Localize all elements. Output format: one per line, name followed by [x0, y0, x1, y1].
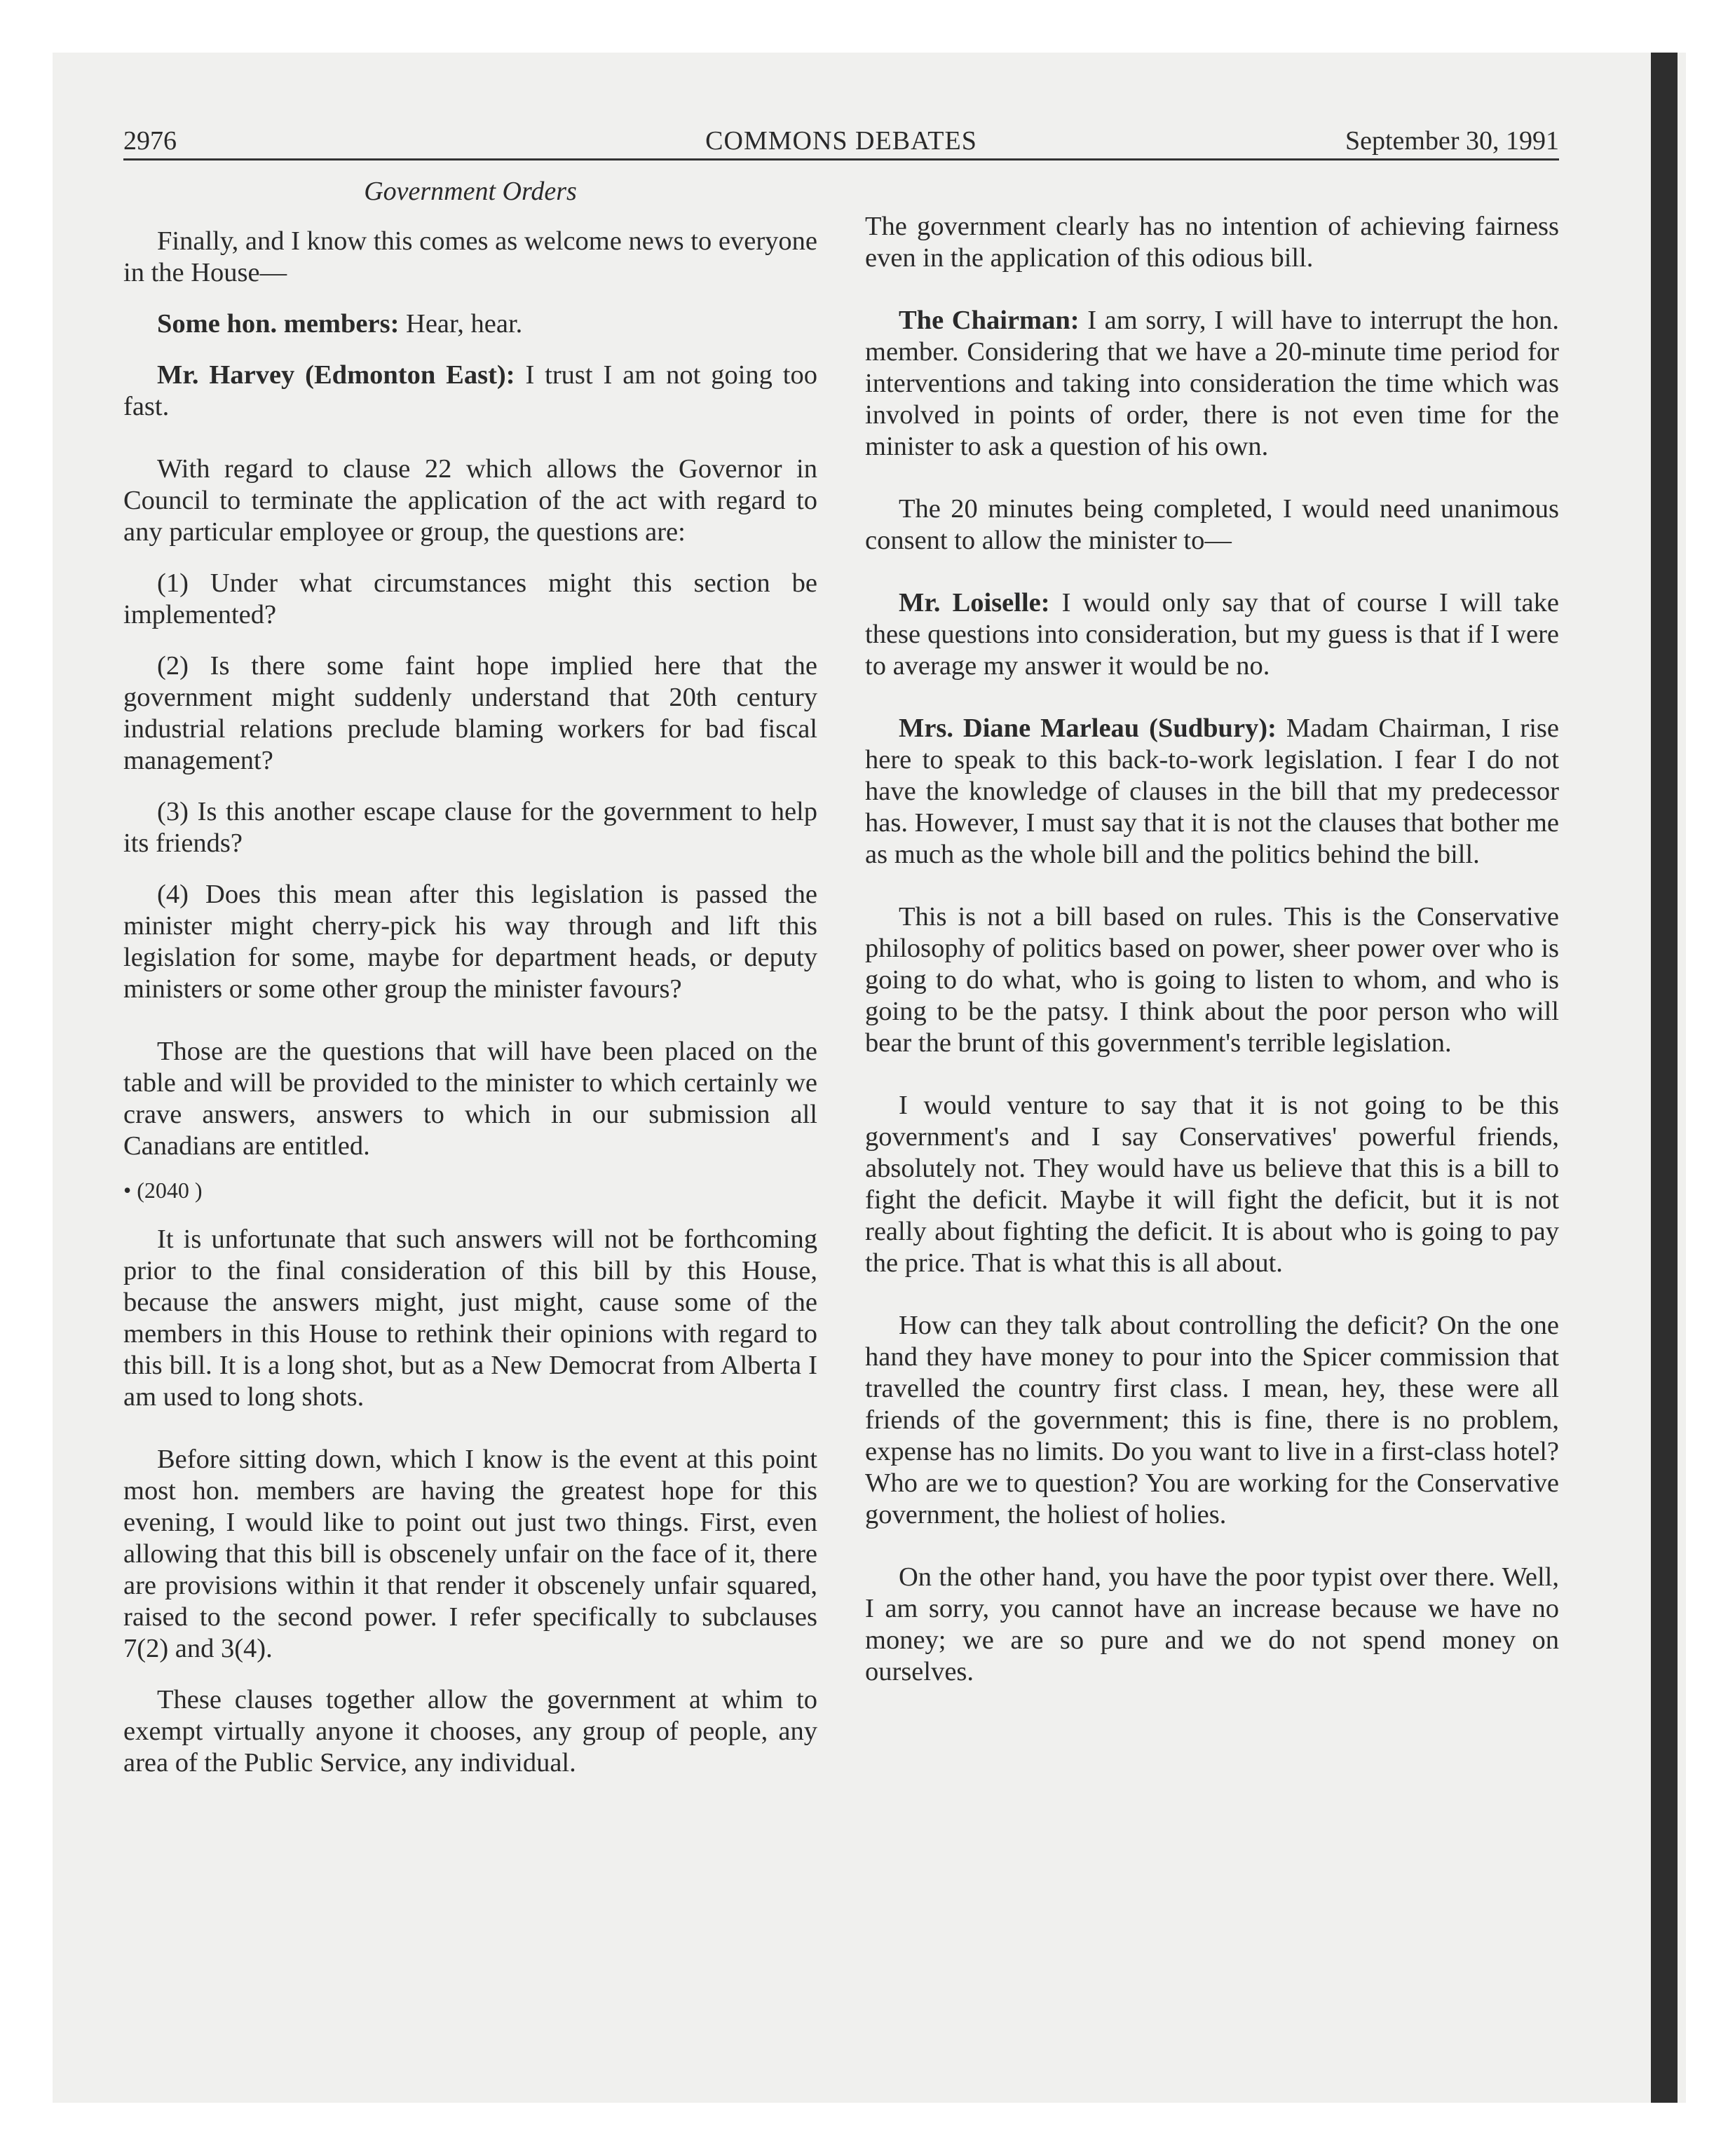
right-column — [865, 211, 1559, 1719]
paragraph: Some hon. members: Hear, hear. — [157, 309, 523, 339]
publication-title: COMMONS DEBATES — [705, 126, 977, 156]
paragraph: Finally, and I know this comes as welcome news to everyone in the House— — [123, 226, 817, 287]
speaker-name: The Chairman: — [899, 306, 1080, 335]
paragraph: On the other hand, you have the poor typist over there. Well, I am sorry, you cannot have an increase because we have no money; we are so pure and we do not spend money on ourselves. — [865, 1562, 1559, 1686]
section-title: Government Orders — [364, 177, 577, 206]
page-number: 2976 — [123, 126, 177, 156]
speaker-name: Some hon. members: — [157, 309, 400, 339]
left-column — [123, 161, 817, 1810]
paragraph: Mr. Harvey (Edmonton East): I trust I am not going too fast. — [123, 360, 817, 421]
paragraph: Mr. Loiselle: I would only say that of course I will take these questions into consideration, but my guess is that if I were to average my answer it would be no. — [865, 588, 1559, 681]
paragraph: (2) Is there some faint hope implied here that the government might suddenly understand that 20th century industrial relations preclude blaming workers for bad fiscal management? — [123, 651, 817, 775]
paragraph: I would venture to say that it is not going to be this government's and I say Conservatives' powerful friends, absolutely not. They would have us believe that this is a bill to fight the deficit. Maybe it will fight the deficit, but it is not really about fighting the deficit. It is about who is going to pay the price. That is what this is all about. — [865, 1091, 1559, 1278]
paragraph: (1) Under what circumstances might this section be implemented? — [123, 568, 817, 629]
paragraph: It is unfortunate that such answers will not be forthcoming prior to the final consideration of this bill by this House, because the answers might, just might, cause some of the members in this House to rethink their opinions with regard to this bill. It is a long shot, but as a New Democrat from Alberta I am used to long shots. — [123, 1224, 817, 1412]
paragraph: (3) Is this another escape clause for the government to help its friends? — [123, 797, 817, 858]
paragraph: Before sitting down, which I know is the event at this point most hon. members are having the greatest hope for this evening, I would like to point out just two things. First, even allowing that this bill is obscenely unfair on the face of it, there are provisions within it that render it obscenely unfair squared, raised to the second power. I refer specifically to subclauses 7(2) and 3(4). — [123, 1445, 817, 1663]
time-marker: • (2040 ) — [123, 1178, 203, 1203]
header-date: September 30, 1991 — [1345, 126, 1559, 156]
scan-edge-shadow — [1651, 53, 1678, 2103]
paragraph: Mrs. Diane Marleau (Sudbury): Madam Chairman, I rise here to speak to this back-to-work legislation. I fear I do not have the knowledge of clauses in the bill that my predecessor has. However, I must say that it is not the clauses that bother me as much as the whole bill and the politics behind the bill. — [865, 714, 1559, 869]
paragraph: Those are the questions that will have been placed on the table and will be provided to the minister to which certainly we crave answers, answers to which in our submission all Canadians are entitled. — [123, 1037, 817, 1161]
speaker-name: Mr. Harvey (Edmonton East): — [157, 360, 515, 390]
paragraph: How can they talk about controlling the deficit? On the one hand they have money to pour into the Spicer commission that travelled the country first class. I mean, hey, these were all friends of the government; this is fine, there is no problem, expense has no limits. Do you want to live in a first-class hotel? Who are we to question? You are working for the Conservative government, the holiest of holies. — [865, 1311, 1559, 1529]
document-page — [123, 123, 1560, 1778]
paragraph: The 20 minutes being completed, I would need unanimous consent to allow the minister to— — [865, 494, 1559, 555]
paragraph: (4) Does this mean after this legislation is passed the minister might cherry-pick his way through and lift this legislation for some, maybe for department heads, or deputy ministers or some other group the minister favours? — [123, 880, 817, 1004]
paragraph: The Chairman: I am sorry, I will have to interrupt the hon. member. Considering that we have a 20-minute time period for interventions and taking into consideration the time which was involved in points of order, there is not even time for the minister to ask a question of his own. — [865, 306, 1560, 461]
speaker-name: Mr. Loiselle: — [899, 588, 1050, 618]
paragraph: The government clearly has no intention of achieving fairness even in the application of this odious bill. — [865, 212, 1559, 273]
paragraph: With regard to clause 22 which allows the Governor in Council to terminate the application of the act with regard to any particular employee or group, the questions are: — [123, 454, 817, 547]
running-header — [123, 123, 1559, 161]
paragraph: These clauses together allow the government at whim to exempt virtually anyone it chooses, any group of people, any area of the Public Service, any individual. — [123, 1685, 817, 1778]
paragraph: This is not a bill based on rules. This is the Conservative philosophy of politics based on power, sheer power over who is going to do what, who is going to listen to whom, and who is going to be the patsy. I think about the poor person who will bear the brunt of this government's terrible legislation. — [865, 902, 1559, 1058]
speaker-name: Mrs. Diane Marleau (Sudbury): — [899, 714, 1277, 743]
